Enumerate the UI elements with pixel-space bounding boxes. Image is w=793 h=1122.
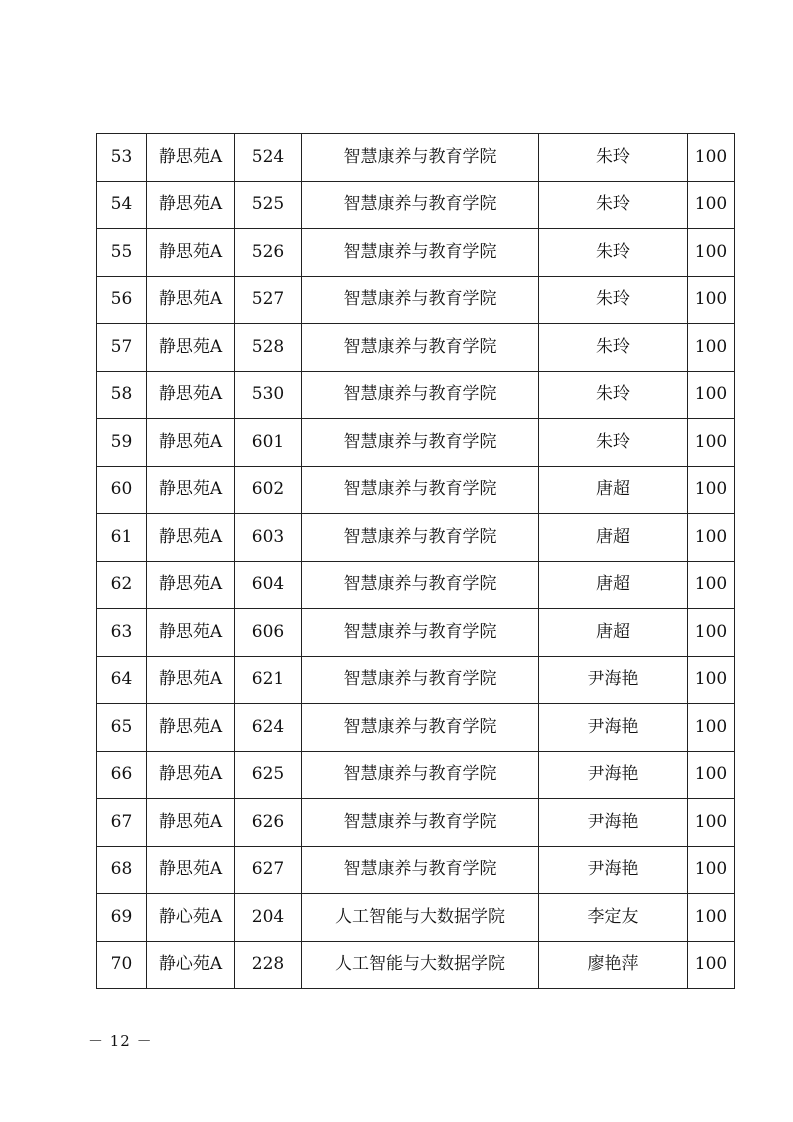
table-row (97, 656, 735, 704)
college-cell: 人工智能与大数据学院 (302, 894, 539, 942)
person-in-charge-cell: 尹海艳 (539, 704, 688, 752)
college-cell: 智慧康养与教育学院 (302, 609, 539, 657)
score-cell: 100 (688, 846, 735, 894)
person-in-charge-cell: 唐超 (539, 609, 688, 657)
score-cell: 100 (688, 609, 735, 657)
room-number-cell: 528 (235, 324, 302, 372)
table-row (97, 181, 735, 229)
college-cell: 智慧康养与教育学院 (302, 656, 539, 704)
person-in-charge-cell: 廖艳萍 (539, 941, 688, 989)
college-cell: 智慧康养与教育学院 (302, 704, 539, 752)
score-cell: 100 (688, 229, 735, 277)
building-cell: 静思苑A (147, 324, 235, 372)
row-number-cell: 62 (97, 561, 147, 609)
row-number-cell: 69 (97, 894, 147, 942)
building-cell: 静思苑A (147, 514, 235, 562)
room-number-cell: 627 (235, 846, 302, 894)
score-cell: 100 (688, 799, 735, 847)
score-cell: 100 (688, 466, 735, 514)
score-cell: 100 (688, 704, 735, 752)
table-row (97, 799, 735, 847)
person-in-charge-cell: 尹海艳 (539, 751, 688, 799)
room-number-cell: 228 (235, 941, 302, 989)
row-number-cell: 61 (97, 514, 147, 562)
college-cell: 智慧康养与教育学院 (302, 846, 539, 894)
score-cell: 100 (688, 894, 735, 942)
building-cell: 静思苑A (147, 609, 235, 657)
table-row (97, 704, 735, 752)
table-row (97, 561, 735, 609)
room-number-cell: 530 (235, 371, 302, 419)
building-cell: 静思苑A (147, 846, 235, 894)
room-number-cell: 525 (235, 181, 302, 229)
table-row (97, 276, 735, 324)
room-number-cell: 621 (235, 656, 302, 704)
score-cell: 100 (688, 371, 735, 419)
row-number-cell: 53 (97, 134, 147, 182)
room-number-cell: 624 (235, 704, 302, 752)
building-cell: 静思苑A (147, 419, 235, 467)
room-number-cell: 602 (235, 466, 302, 514)
college-cell: 智慧康养与教育学院 (302, 799, 539, 847)
row-number-cell: 67 (97, 799, 147, 847)
data-table (96, 133, 735, 989)
building-cell: 静思苑A (147, 751, 235, 799)
person-in-charge-cell: 朱玲 (539, 229, 688, 277)
person-in-charge-cell: 尹海艳 (539, 799, 688, 847)
building-cell: 静思苑A (147, 656, 235, 704)
building-cell: 静思苑A (147, 466, 235, 514)
score-cell: 100 (688, 324, 735, 372)
building-cell: 静思苑A (147, 561, 235, 609)
room-number-cell: 603 (235, 514, 302, 562)
building-cell: 静思苑A (147, 371, 235, 419)
room-number-cell: 524 (235, 134, 302, 182)
table-row (97, 514, 735, 562)
score-cell: 100 (688, 561, 735, 609)
row-number-cell: 57 (97, 324, 147, 372)
building-cell: 静心苑A (147, 941, 235, 989)
college-cell: 智慧康养与教育学院 (302, 181, 539, 229)
table-row (97, 751, 735, 799)
person-in-charge-cell: 唐超 (539, 466, 688, 514)
college-cell: 智慧康养与教育学院 (302, 134, 539, 182)
row-number-cell: 70 (97, 941, 147, 989)
score-cell: 100 (688, 134, 735, 182)
table-row (97, 229, 735, 277)
table-row (97, 419, 735, 467)
person-in-charge-cell: 朱玲 (539, 181, 688, 229)
college-cell: 智慧康养与教育学院 (302, 371, 539, 419)
building-cell: 静思苑A (147, 229, 235, 277)
table-row (97, 609, 735, 657)
row-number-cell: 66 (97, 751, 147, 799)
person-in-charge-cell: 李定友 (539, 894, 688, 942)
room-number-cell: 526 (235, 229, 302, 277)
row-number-cell: 64 (97, 656, 147, 704)
room-number-cell: 527 (235, 276, 302, 324)
score-cell: 100 (688, 514, 735, 562)
person-in-charge-cell: 唐超 (539, 561, 688, 609)
college-cell: 智慧康养与教育学院 (302, 276, 539, 324)
building-cell: 静思苑A (147, 276, 235, 324)
table-row (97, 324, 735, 372)
table-row (97, 894, 735, 942)
page-number: － 12 － (88, 1032, 153, 1050)
college-cell: 智慧康养与教育学院 (302, 561, 539, 609)
table-row (97, 134, 735, 182)
person-in-charge-cell: 尹海艳 (539, 846, 688, 894)
building-cell: 静思苑A (147, 704, 235, 752)
college-cell: 智慧康养与教育学院 (302, 514, 539, 562)
person-in-charge-cell: 朱玲 (539, 324, 688, 372)
score-cell: 100 (688, 751, 735, 799)
row-number-cell: 58 (97, 371, 147, 419)
score-cell: 100 (688, 276, 735, 324)
room-number-cell: 606 (235, 609, 302, 657)
row-number-cell: 60 (97, 466, 147, 514)
college-cell: 智慧康养与教育学院 (302, 751, 539, 799)
building-cell: 静思苑A (147, 181, 235, 229)
college-cell: 智慧康养与教育学院 (302, 324, 539, 372)
table-row (97, 846, 735, 894)
person-in-charge-cell: 唐超 (539, 514, 688, 562)
row-number-cell: 55 (97, 229, 147, 277)
building-cell: 静思苑A (147, 799, 235, 847)
college-cell: 智慧康养与教育学院 (302, 466, 539, 514)
score-cell: 100 (688, 656, 735, 704)
building-cell: 静思苑A (147, 134, 235, 182)
college-cell: 人工智能与大数据学院 (302, 941, 539, 989)
person-in-charge-cell: 朱玲 (539, 419, 688, 467)
person-in-charge-cell: 朱玲 (539, 276, 688, 324)
row-number-cell: 68 (97, 846, 147, 894)
score-cell: 100 (688, 419, 735, 467)
college-cell: 智慧康养与教育学院 (302, 229, 539, 277)
score-cell: 100 (688, 181, 735, 229)
room-number-cell: 204 (235, 894, 302, 942)
room-number-cell: 626 (235, 799, 302, 847)
row-number-cell: 54 (97, 181, 147, 229)
table-row (97, 941, 735, 989)
row-number-cell: 63 (97, 609, 147, 657)
table-row (97, 466, 735, 514)
building-cell: 静心苑A (147, 894, 235, 942)
row-number-cell: 59 (97, 419, 147, 467)
person-in-charge-cell: 朱玲 (539, 371, 688, 419)
table-row (97, 371, 735, 419)
room-number-cell: 604 (235, 561, 302, 609)
room-number-cell: 601 (235, 419, 302, 467)
room-number-cell: 625 (235, 751, 302, 799)
person-in-charge-cell: 朱玲 (539, 134, 688, 182)
table-body (97, 134, 735, 989)
row-number-cell: 56 (97, 276, 147, 324)
score-cell: 100 (688, 941, 735, 989)
person-in-charge-cell: 尹海艳 (539, 656, 688, 704)
row-number-cell: 65 (97, 704, 147, 752)
college-cell: 智慧康养与教育学院 (302, 419, 539, 467)
